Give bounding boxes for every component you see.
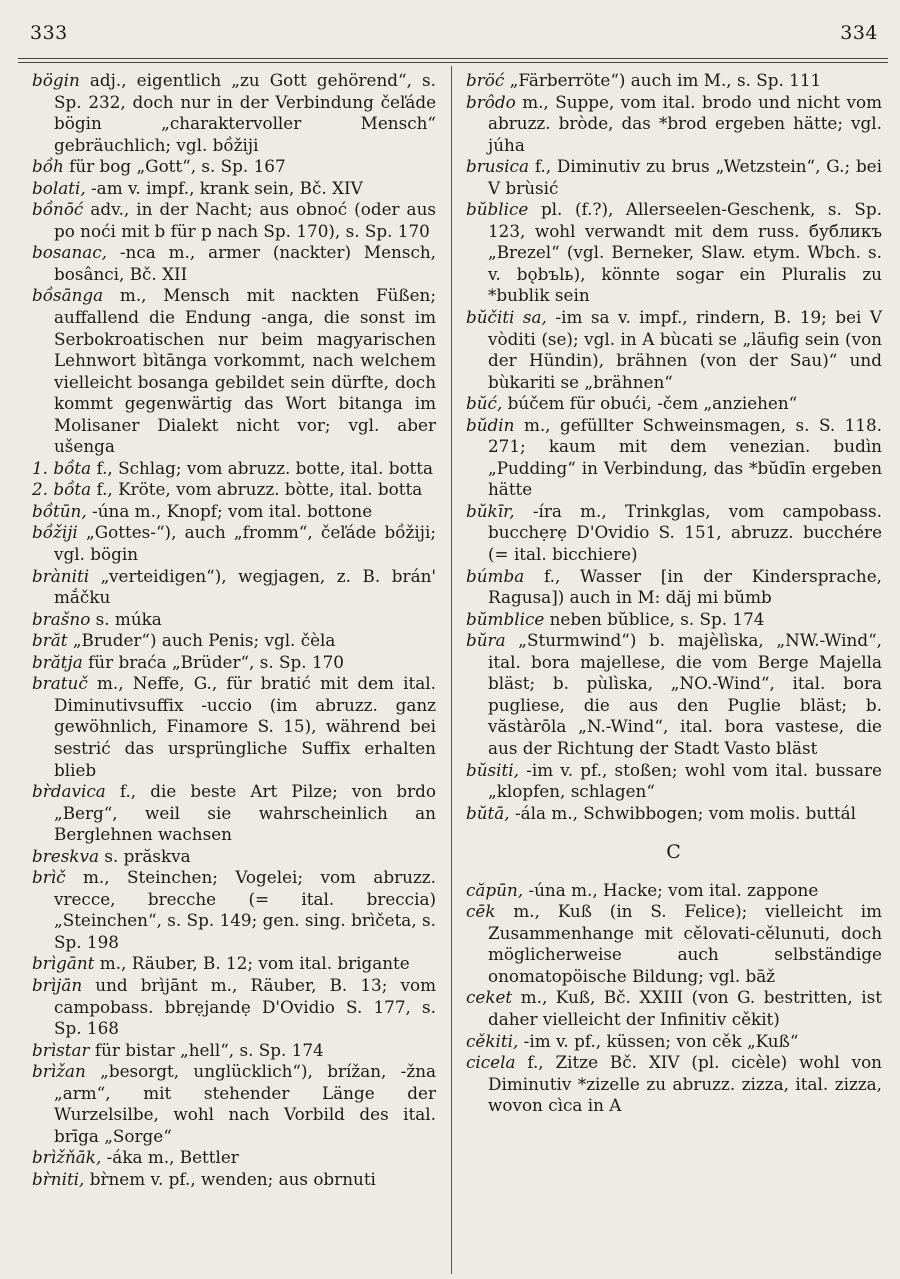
dictionary-entry xyxy=(466,803,882,825)
entry-definition: f., Wasser [in der Kindersprache, Ragusa]) auch in M: dăj mi bŭmb xyxy=(488,565,883,608)
entry-definition: f., die beste Art Pilze; von brdo „Berg“, weil sie wahrscheinlich an Berglehnen wachsen xyxy=(54,781,436,845)
entry-definition: adv., in der Nacht; aus obnoć (oder aus po noći mit b für p nach Sp. 170), s. Sp. 170 xyxy=(54,199,436,241)
dictionary-entry xyxy=(32,1040,436,1062)
entry-definition: -am v. impf., krank sein, Bč. XIV xyxy=(91,177,363,198)
entry-definition: -úna m., Hacke; vom ital. zappone xyxy=(528,879,819,900)
entry-headword: bŭć, xyxy=(466,393,503,414)
entry-headword: bolati, xyxy=(32,177,86,198)
left-column xyxy=(32,70,436,1190)
dictionary-entry xyxy=(466,307,882,393)
entry-definition: m., Suppe, vom ital. brodo und nicht vom abruzz. bròde, das *brod ergeben hätte; vgl. júha xyxy=(488,91,883,155)
entry-definition: m., Kuß (in S. Felice); vielleicht im Zusammenhange mit cělovati-cělunuti, doch möglicherweise auch selbständige onomatopöische Bildung; vgl. bāž xyxy=(488,901,883,986)
dictionary-entry xyxy=(466,393,882,415)
entry-definition: -íra m., Trinkglas, vom campobass. bucchẹrẹ D'Ovidio S. 151, abruzz. bucchére (= ital. bicchiere) xyxy=(488,500,882,565)
entry-definition: neben bŭblice, s. Sp. 174 xyxy=(549,608,765,629)
entry-definition: für bog „Gott“, s. Sp. 167 xyxy=(69,156,286,177)
dictionary-entry xyxy=(32,178,436,200)
entry-headword: bŭčiti sa, xyxy=(466,307,547,328)
dictionary-entry xyxy=(32,1061,436,1147)
dictionary-entry xyxy=(466,987,882,1030)
dictionary-entry xyxy=(466,566,882,609)
entry-headword: bŭsiti, xyxy=(466,759,519,780)
dictionary-entry xyxy=(466,156,882,199)
entry-definition: für bistar „hell“, s. Sp. 174 xyxy=(94,1039,324,1060)
entry-headword: brìjān xyxy=(32,974,83,995)
entry-definition: „Sturmwind“) b. majèlìska, „NW.-Wind“, ital. bora majellese, die vom Berge Majella bläst; b. pùlìska, „NO.-Wind“, ital. bora pugliese, die aus den Puglie bläst; b. văstàrōla „N.-Wind“, ital. bora vastese, die aus der Richtung der Stadt Vasto bläst xyxy=(488,630,882,758)
dictionary-entry xyxy=(466,199,882,307)
dictionary-entry xyxy=(32,975,436,1040)
dictionary-entry xyxy=(466,1052,882,1117)
entry-headword: bồh xyxy=(32,156,64,177)
entry-definition: -áka m., Bettler xyxy=(106,1147,239,1168)
dictionary-entry xyxy=(32,953,436,975)
dictionary-entry xyxy=(32,458,436,480)
dictionary-entry xyxy=(32,1147,436,1169)
header-rule-bottom xyxy=(18,62,888,63)
entry-definition: f., Schlag; vom abruzz. botte, ital. botta xyxy=(96,457,434,478)
entry-definition: s. múka xyxy=(95,608,162,629)
entry-headword: bồsānga xyxy=(32,285,104,306)
entry-headword: cěkiti, xyxy=(466,1030,519,1051)
dictionary-entry xyxy=(32,630,436,652)
entry-definition: f., Kröte, vom abruzz. bòtte, ital. botta xyxy=(96,479,423,500)
entry-definition: „Bruder“) auch Penis; vgl. čèla xyxy=(72,630,336,651)
entry-definition: -nca m., armer (nackter) Mensch, bosânci, Bč. XII xyxy=(54,242,436,284)
entry-definition: f., Zitze Bč. XIV (pl. cicèle) wohl von Diminutiv *zizelle zu abruzz. zizza, ital. zizza, wovon cìca in A xyxy=(488,1052,882,1116)
entry-headword: brătja xyxy=(32,651,83,672)
entry-headword: ceket xyxy=(466,987,513,1008)
entry-headword: búmba xyxy=(466,565,525,586)
entry-definition: búčem für obući, -čem „anziehen“ xyxy=(507,393,798,414)
entry-headword: bŭkīr, xyxy=(466,500,515,521)
dictionary-entry xyxy=(32,285,436,457)
right-column xyxy=(466,70,882,1117)
entry-definition: „Gottes-“), auch „fromm“, čeľáde bồžiji; vgl. bögin xyxy=(54,522,436,565)
dictionary-entry xyxy=(32,652,436,674)
dictionary-entry xyxy=(32,156,436,178)
dictionary-entry xyxy=(466,92,882,157)
dictionary-entry xyxy=(32,1169,436,1191)
entry-headword: bosanac, xyxy=(32,242,108,263)
entry-headword: bŭra xyxy=(466,630,506,651)
dictionary-entry xyxy=(32,673,436,781)
entry-headword: brìgānt xyxy=(32,953,95,974)
entry-headword: cicela xyxy=(466,1052,516,1073)
entry-definition: f., Diminutiv zu brus „Wetzstein“, G.; bei V brùsić xyxy=(488,156,882,198)
entry-headword: bồnōć xyxy=(32,199,84,220)
dictionary-entry xyxy=(466,70,882,92)
dictionary-entry xyxy=(32,867,436,953)
entry-headword: 2. bồta xyxy=(32,479,92,500)
entry-definition: und brìjānt m., Räuber, B. 13; vom campobass. bbrẹjandẹ D'Ovidio S. 177, s. Sp. 168 xyxy=(54,974,436,1039)
entry-definition: br̀nem v. pf., wenden; aus obrnuti xyxy=(89,1168,376,1189)
entry-definition: adj., eigentlich „zu Gott gehörend“, s. Sp. 232, doch nur in der Verbindung čeľáde bögin „charaktervoller Mensch“ gebräuchlich; vgl. bồžiji xyxy=(54,70,436,155)
entry-definition: m., Steinchen; Vogelei; vom abruzz. vrecce, brecche (= ital. breccia) „Steinchen“, s. Sp. 149; gen. sing. brìčeta, s. Sp. 198 xyxy=(54,867,436,952)
dictionary-entry xyxy=(32,479,436,501)
entry-headword: bràniti xyxy=(32,565,90,586)
entry-headword: 1. bồta xyxy=(32,457,92,478)
entry-definition: -im sa v. impf., rindern, B. 19; bei V vòditi (se); vgl. in A bùcati se „läufig sein (von der Hündin), brähnen (von der Sau)“ und bùkariti se „brähnen“ xyxy=(488,307,883,392)
dictionary-entry xyxy=(466,880,882,902)
entry-headword: bŭtā, xyxy=(466,802,510,823)
entry-definition: m., Mensch mit nackten Füßen; auffallend die Endung -anga, die sonst im Serbokroatischen nur beim magyarischen Lehnwort bìtānga vorkommt, nach welchem vielleicht bosanga gebildet sein dürfte, doch kommt gegenwärtig das Wort bitanga im Molisaner Dialekt nicht vor; vgl. aber ušenga xyxy=(54,285,436,457)
entry-definition: -ála m., Schwibbogen; vom molis. buttál xyxy=(514,802,857,823)
entry-headword: bŭblice xyxy=(466,199,529,220)
dictionary-entry xyxy=(32,609,436,631)
entry-headword: brìstar xyxy=(32,1039,90,1060)
entry-headword: br̀niti, xyxy=(32,1168,85,1189)
dictionary-entry xyxy=(466,901,882,987)
entry-headword: brìč xyxy=(32,867,66,888)
entry-headword: brusica xyxy=(466,156,529,177)
entry-headword: brăt xyxy=(32,630,68,651)
entry-definition: m., gefüllter Schweinsmagen, s. S. 118. 271; kaum mit dem venezian. budìn „Pudding“ in Verbindung, das *bŭdīn ergeben hätte xyxy=(488,414,882,500)
entry-headword: br̀davica xyxy=(32,781,106,802)
entry-definition: m., Räuber, B. 12; vom ital. brigante xyxy=(99,953,410,974)
dictionary-entry xyxy=(32,199,436,242)
entry-definition: -úna m., Knopf; vom ital. bottone xyxy=(92,500,373,521)
entry-definition: „verteidigen“), wegjagen, z. B. brán' mắčku xyxy=(54,565,436,608)
dictionary-entry xyxy=(466,630,882,759)
entry-headword: bröć xyxy=(466,70,505,90)
entry-definition: für braća „Brüder“, s. Sp. 170 xyxy=(88,651,344,672)
page-header xyxy=(0,0,900,64)
dictionary-entry xyxy=(466,415,882,501)
left-page-number: 333 xyxy=(30,22,68,44)
entry-headword: breskva xyxy=(32,845,99,866)
entry-headword: bögin xyxy=(32,70,80,90)
entry-headword: cēk xyxy=(466,901,496,922)
entry-definition: „besorgt, unglücklich“), brížan, -žna „arm“, mit stehender Länge der Wurzelsilbe, wohl nach Vorbild des ital. brīga „Sorge“ xyxy=(54,1061,437,1146)
entry-headword: bŭmblice xyxy=(466,608,545,629)
header-rule-top xyxy=(18,58,888,59)
dictionary-entry xyxy=(32,846,436,868)
dictionary-entry xyxy=(466,609,882,631)
column-divider xyxy=(451,66,452,1274)
entry-headword: brašno xyxy=(32,608,91,629)
dictionary-entry xyxy=(466,1031,882,1053)
entry-headword: brìžňāk, xyxy=(32,1147,102,1168)
entry-headword: bŭdin xyxy=(466,414,515,435)
dictionary-entry xyxy=(32,781,436,846)
dictionary-entry xyxy=(32,566,436,609)
dictionary-entry xyxy=(466,501,882,566)
dictionary-entry xyxy=(32,242,436,285)
entry-definition: pl. (f.?), Allerseelen-Geschenk, s. Sp. 123, wohl verwandt mit dem russ. бубликъ „Brezel“ (vgl. Berneker, Slaw. etym. Wbch. s. v. bǫbъlь), könnte sogar ein Pluralis zu *bublik sein xyxy=(488,199,882,306)
entry-headword: bồžiji xyxy=(32,522,78,543)
entry-definition: „Färberröte“) auch im M., s. Sp. 111 xyxy=(509,70,822,90)
entry-headword: brôdo xyxy=(466,91,516,112)
entry-definition: -im v. pf., stoßen; wohl vom ital. bussare „klopfen, schlagen“ xyxy=(488,759,882,802)
dictionary-entry xyxy=(32,522,436,565)
dictionary-entry xyxy=(32,501,436,523)
entry-definition: -im v. pf., küssen; von cěk „Kuß“ xyxy=(523,1030,799,1051)
entry-headword: căpūn, xyxy=(466,879,524,900)
dictionary-entry xyxy=(466,760,882,803)
section-heading-c: C xyxy=(666,841,682,864)
entry-headword: bồtūn, xyxy=(32,500,87,521)
entry-definition: m., Kuß, Bč. XXIII (von G. bestritten, ist daher vielleicht der Infinitiv cěkit) xyxy=(488,987,882,1029)
right-page-number: 334 xyxy=(840,22,878,44)
dictionary-entry xyxy=(32,70,436,156)
entry-headword: bratuč xyxy=(32,673,88,694)
entry-definition: s. prăskva xyxy=(104,845,191,866)
entry-headword: brìžan xyxy=(32,1061,86,1082)
entry-definition: m., Neffe, G., für bratić mit dem ital. Diminutivsuffix -uccio (im abruzz. ganz gewöhnlich, Finamore S. 15), während bei sestrić das ursprüngliche Suffix erhalten blieb xyxy=(54,673,436,780)
